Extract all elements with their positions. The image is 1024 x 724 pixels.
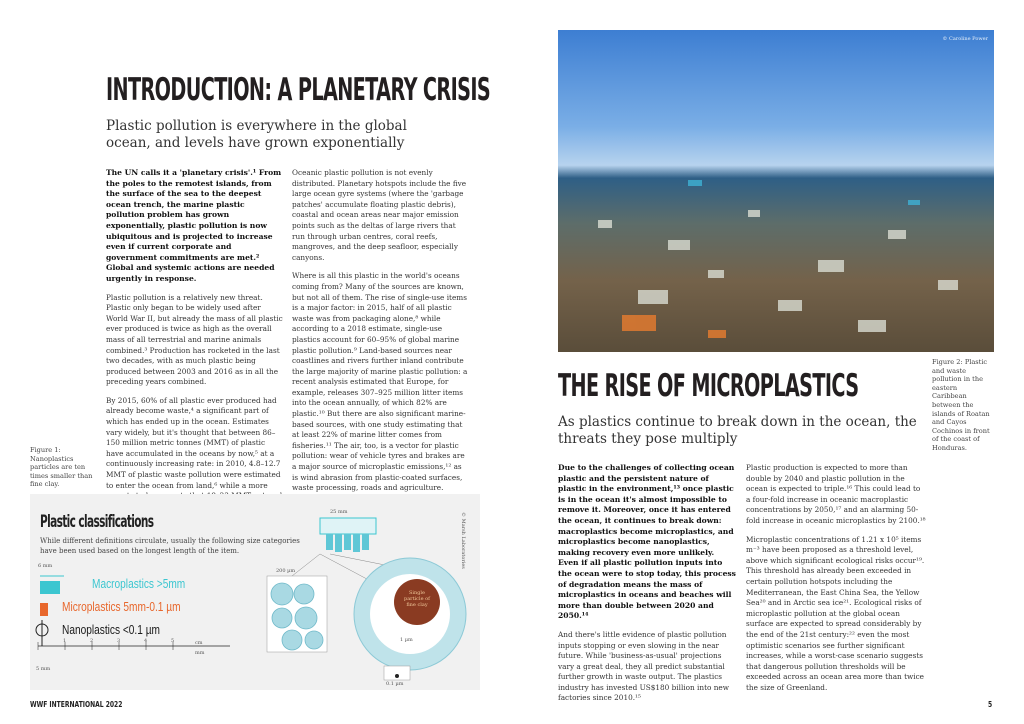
microplastics-subtitle: As plastics continue to break down in the ocean, the threats they pose multiply xyxy=(558,414,917,447)
label-0-1um: 0.1 µm xyxy=(386,681,404,687)
label-200um: 200 µm xyxy=(276,568,296,574)
ruler-tick-label: 2 xyxy=(90,638,94,644)
plastic-classifications-diagram xyxy=(30,494,480,690)
microplastics-paragraph: And there's little evidence of plastic pollution inputs stopping or even slowing in the near future. While 'business-as-usual' projections vary a great deal, they all predict substantial further growth in waste output. The plastics industry has invested US$180 billion into new factories since 2010.¹⁵ xyxy=(558,629,729,703)
nanoplastics-label: Nanoplastics <0.1 µm xyxy=(62,622,160,637)
ruler-tick-label: 1 xyxy=(63,638,67,644)
page-number: 5 xyxy=(988,700,993,709)
microplastics-lead-paragraph: Due to the challenges of collecting ocean plastic and the persistent nature of plastic in the environment,¹³ once plastic is in the ocean it's almost impossible to remove it. Moreover, once it has entered the ocean, it continues to break down: macroplastics become microplastics, and microplastics become nanoplastics, making recovery even more unlikely. Even if all plastic pollution inputs into the ocean were to stop today, this process of degradation means the mass of microplastics in oceans and beaches will more than double between 2020 and 2050.¹⁴ xyxy=(558,463,736,621)
ruler-tick-label: 4 xyxy=(144,638,148,644)
intro-lead-paragraph: The UN calls it a 'planetary crisis'.¹ From the poles to the remotest islands, from the surface of the sea to the deepest ocean trench, the marine plastic pollution problem has grown exponentially, plastic pollution is now ubiquitous and is projected to increase even if current corporate and government commitments are met.² Global and systemic actions are needed urgently in response. xyxy=(106,168,282,283)
diagram-credit: © Marsh Laboratories xyxy=(460,512,466,569)
label-25mm: 25 mm xyxy=(330,509,348,515)
microplastics-label: Microplastics 5mm-0.1 µm xyxy=(62,599,181,614)
intro-paragraph: Where is all this plastic in the world's oceans coming from? Many of the sources are known, but not all of them. The rise of single-use items is a major factor: in 2015, half of all plastic waste was from packaging alone,⁸ while according to a 2018 estimate, single-use plastics account for 60–95% of global marine plastic pollution.⁹ Land-based sources near coastlines and rivers further inland contribute the large majority of marine plastic pollution: a recent analysis estimated that Europe, for example, releases 307–925 million litter items into the ocean annually, of which 82% are plastic.¹⁰ But there are also significant marine-based sources, with one study estimating that at least 22% of marine litter comes from fisheries.¹¹ The air, too, is a vector for plastic pollution: wear of vehicle tyres and brakes are a major source of microplastic emissions,¹² as is wind abrasion from plastic-coated surfaces, waste processing, roads and agriculture. xyxy=(292,271,468,493)
label-1um: 1 µm xyxy=(400,637,413,643)
figure-1-caption: Figure 1: Nanoplastics particles are ten times smaller than fine clay. xyxy=(30,446,93,489)
microplastics-paragraph: Plastic production is expected to more than double by 2040 and plastic pollution in the ocean is expected to triple.¹⁶ This could lead to a four-fold increase in oceanic macroplastic concentrations by 2050,¹⁷ and an alarming 50-fold increase in oceanic microplastics by 2100.¹⁸ xyxy=(746,463,926,525)
ruler-tick-label: 3 xyxy=(117,638,121,644)
photo-credit: © Caroline Power xyxy=(942,36,988,42)
label-5mm: 5 mm xyxy=(36,666,51,672)
figure-2-caption: Figure 2: Plastic and waste pollution in the eastern Caribbean between the islands of Roatan and Cayos Cochinos in front of the coast of Honduras. xyxy=(932,358,990,452)
photo-debris xyxy=(558,30,994,352)
intro-subtitle: Plastic pollution is everywhere in the global ocean, and levels have grown exponentially xyxy=(106,118,407,151)
ruler-cm-label: cm xyxy=(195,640,203,646)
intro-paragraph: By 2015, 60% of all plastic ever produced had already become waste,⁴ a significant part of which has ended up in the ocean. Estimates vary widely, but it's thought that between 86–150 million metric tonnes (MMT) of plastic have accumulated in the oceans by now,⁵ at a continuously increasing rate: in 2010, 4.8–12.7 MMT of plastic waste pollution were estimated to enter the ocean from land,⁶ while a more xyxy=(106,395,281,490)
macroplastics-bar xyxy=(40,581,60,594)
diagram-title: Plastic classifications xyxy=(40,512,154,532)
microplastics-column-2 xyxy=(746,463,926,701)
macroplastics-label: Macroplastics >5mm xyxy=(92,576,186,591)
intro-paragraph: Oceanic plastic pollution is not evenly distributed. Planetary hotspots include the five large ocean gyre systems (where the 'garbage patches' accumulate floating plastic debris), coastal and ocean areas near major emission points such as the deltas of large rivers that run through urban centres, coral reefs, mangroves, and the deep seafloor, especially canyons. xyxy=(292,168,467,262)
intro-column-1 xyxy=(106,168,284,520)
clay-label: Single particle of fine clay xyxy=(404,590,430,608)
ruler-tick-label: 5 xyxy=(171,638,175,644)
microplastics-paragraph: Microplastic concentrations of 1.21 x 10⁵ items m⁻³ have been proposed as a threshold level, above which significant ecological risks occur¹⁹. This threshold has already been exceeded in certain pollution hotspots including the Mediterranean, the East China Sea, the Yellow Sea²⁰ and in Arctic sea ice²¹. Ecological risks of microplastic pollution at the global ocean surface are expected to spread considerably by the end of the 21st century:²² even the most optimistic scenarios see further significant increases, while a worst-case scenario suggests that dangerous pollution thresholds will be exceeded across an ocean area more than twice the size of Greenland. xyxy=(746,534,925,692)
microplastics-title: THE RISE OF MICROPLASTICS xyxy=(558,368,859,404)
diagram-description: While different definitions circulate, usually the following size categories have been used based on the longest length of the item. xyxy=(40,537,300,555)
microplastics-column-1 xyxy=(558,463,736,712)
intro-paragraph: Plastic pollution is a relatively new threat. Plastic only began to be widely used after World War II, but already the mass of all plastic ever produced is twice as high as the overall mass of all terrestrial and marine animals combined.³ Production has rocketed in the last two decades, with as much plastic being produced between 2003 and 2016 as in all the preceding years combined. xyxy=(106,292,283,387)
ruler-mm-label: mm xyxy=(195,650,205,656)
footer-publisher: WWF INTERNATIONAL 2022 xyxy=(30,700,123,709)
fibre-sheet xyxy=(320,518,376,534)
intro-title: INTRODUCTION: A PLANETARY CRISIS xyxy=(106,72,491,108)
intro-column-2 xyxy=(292,168,470,502)
label-6mm: 6 mm xyxy=(38,563,53,569)
ocean-pollution-photo xyxy=(558,30,994,352)
microplastics-bar xyxy=(40,603,48,616)
